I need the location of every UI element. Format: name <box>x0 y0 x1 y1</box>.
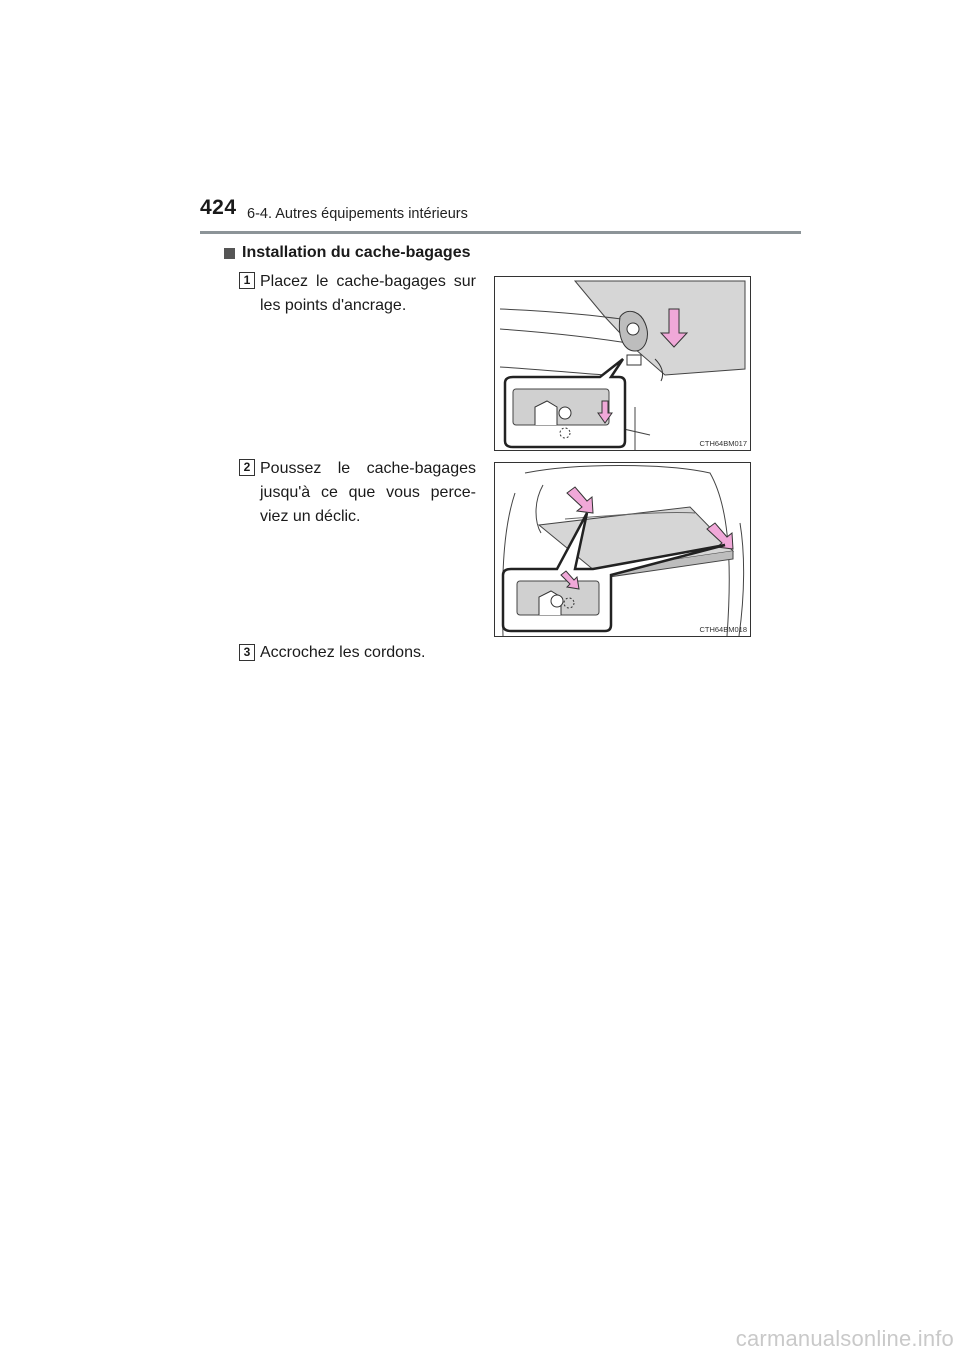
figure-2 <box>494 462 751 637</box>
watermark: carmanualsonline.info <box>735 1326 954 1351</box>
anchor-point-illustration <box>495 277 750 450</box>
figure-code: CTH64BM017 <box>699 439 747 448</box>
step-text-2: Poussez le cache-bagages jusqu'à ce que vous perce-viez un déclic. <box>260 460 476 525</box>
header-rule <box>200 231 801 234</box>
cover-latch-illustration <box>495 463 750 636</box>
heading-text: Installation du cache-bagages <box>242 244 471 261</box>
square-bullet-icon <box>224 248 235 259</box>
step-number-1: 1 <box>239 272 255 289</box>
step-number-2: 2 <box>239 459 255 476</box>
figure-1 <box>494 276 751 451</box>
step-number-3: 3 <box>239 644 255 661</box>
section-heading <box>224 244 471 262</box>
figure-code: CTH64BM018 <box>699 625 747 634</box>
page-number: 424 <box>200 196 237 219</box>
step-text-3: Accrochez les cordons. <box>260 644 426 661</box>
step-text-1: Placez le cache-bagages sur les points d'ancrage. <box>260 273 476 314</box>
section-title: 6-4. Autres équipements intérieurs <box>247 206 468 222</box>
